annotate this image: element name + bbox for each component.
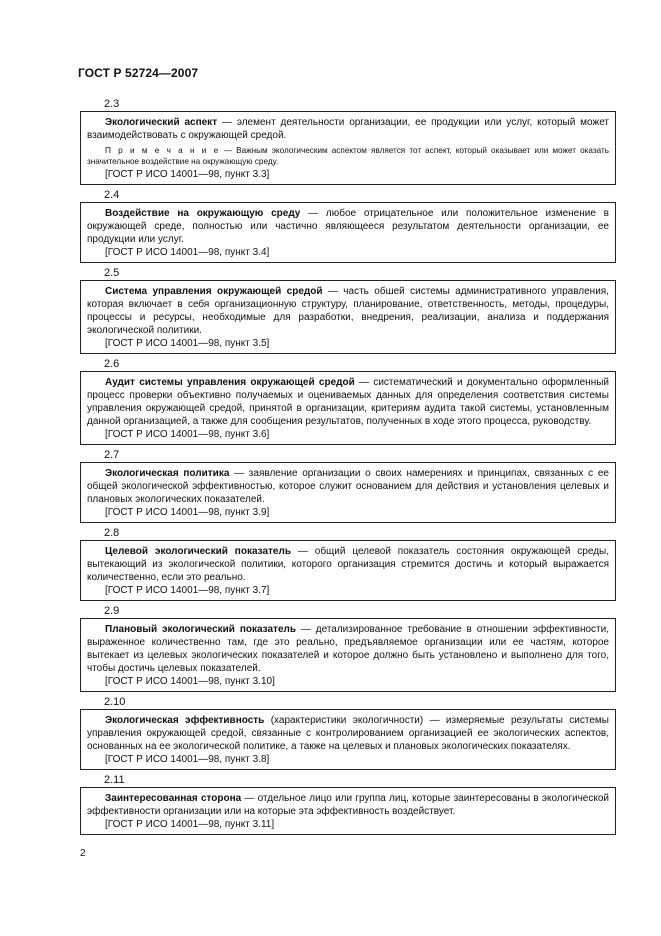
term: Воздействие на окружающую среду [105,208,301,219]
reference: [ГОСТ Р ИСО 14001—98, пункт 3.9] [105,507,270,518]
entry-number: 2.6 [104,358,120,370]
definition-text [87,285,609,337]
definition-box [80,709,616,770]
term: Целевой экологический показатель [105,546,291,557]
entry-2-9 [80,605,616,692]
definition-body: — заявление организации о своих намерениях и принципах, связанных с ее общей экологической эффективностью, которое служит основанием для действия и установления целевых и плановых экологических показателей. [87,468,609,505]
entry-2-10 [80,696,616,770]
definition-body: — систематический и документально оформленный процесс проверки объективно получаемых и оцениваемых данных для определения соответствия системы управления окружающей средой, принятой в организации, критериям аудита такой системы, установленным данной организацией, а также для сообщения результатов, полученных в ходе этого процесса, руководству. [87,377,609,427]
entry-2-5 [80,267,616,354]
note [87,145,609,167]
reference: [ГОСТ Р ИСО 14001—98, пункт 3.3] [105,169,270,180]
entry-number: 2.3 [104,98,120,110]
entry-number: 2.9 [104,605,120,617]
definition-text [87,207,609,246]
definition-text [87,545,609,584]
reference: [ГОСТ Р ИСО 14001—98, пункт 3.7] [105,585,270,596]
term: Экологическая эффективность [105,715,265,726]
entry-2-8 [80,527,616,601]
definition-box [80,787,616,835]
definition-text [87,714,609,753]
definition-box [80,202,616,263]
definition-body: (характеристики экологичности) — измеряемые результаты системы управления окружающей средой, связанные с контролированием организацией ее экологических аспектов, основанных на ее экологической политике, а также на целевых и плановых экологических показателях. [87,715,609,752]
term: Экологический аспект [105,117,218,128]
term: Плановый экологический показатель [105,624,297,635]
definition-body: — отдельное лицо или группа лиц, которые заинтересованы в экологической эффективности организации или на которые эта эффективность воздействует. [87,793,609,817]
entry-2-4 [80,189,616,263]
definition-body: — элемент деятельности организации, ее продукции или услуг, который может взаимодействовать с окружающей средой. [87,117,609,141]
reference: [ГОСТ Р ИСО 14001—98, пункт 3.4] [105,247,270,258]
entry-number: 2.7 [104,449,120,461]
page-number: 2 [80,848,86,859]
entry-2-7 [80,449,616,523]
definition-body: — любое отрицательное или положительное изменение в окружающей среде, полностью или частично являющееся результатом деятельности организации, ее продукции или услуг. [87,208,609,245]
document-header: ГОСТ Р 52724—2007 [78,66,199,80]
entry-number: 2.5 [104,267,120,279]
definition-box [80,540,616,601]
reference: [ГОСТ Р ИСО 14001—98, пункт 3.5] [105,338,270,349]
definition-body: — детализированное требование в отношении эффективности, выраженное количественно там, где это реально, предъявляемое организации или ее частям, которое вытекает из целевых экологических показателей и которое должно быть установлено и выполнено для того, чтобы достичь целевых показателей. [87,624,609,674]
definition-box [80,280,616,354]
definition-body: — общий целевой показатель состояния окружающей среды, вытекающий из экологической политики, которого организация стремится достичь и который выражается количественно, если это реально. [87,546,609,583]
entry-2-6 [80,358,616,445]
definition-box [80,111,616,185]
reference: [ГОСТ Р ИСО 14001—98, пункт 3.10] [105,676,275,687]
definition-box [80,462,616,523]
term: Заинтересованная сторона [105,793,242,804]
definition-text [87,467,609,506]
reference: [ГОСТ Р ИСО 14001—98, пункт 3.8] [105,754,270,765]
entry-number: 2.11 [104,774,125,786]
reference: [ГОСТ Р ИСО 14001—98, пункт 3.6] [105,429,270,440]
note-text: — Важным экологическим аспектом является тот аспект, который оказывает или может оказать значительное воздействие на окружающую среду. [87,146,609,166]
definition-text [87,792,609,818]
definition-text [87,623,609,675]
reference: [ГОСТ Р ИСО 14001—98, пункт 3.11] [105,819,275,830]
entry-2-11 [80,774,616,835]
note-label: П р и м е ч а н и е [105,146,220,155]
definition-box [80,371,616,445]
term: Экологическая политика [105,468,230,479]
definitions-list [80,98,616,839]
definition-body: — часть обшей системы административного управления, которая включает в себя организационную структуру, планирование, ответственность, методы, процедуры, процессы и ресурсы, необходимые для разработки, внедрения, реализации, анализа и поддержания экологической политики. [87,286,609,336]
entry-number: 2.10 [104,696,126,708]
definition-text [87,116,609,142]
entry-number: 2.8 [104,527,120,539]
term: Система управления окружающей средой [105,286,323,297]
term: Аудит системы управления окружающей средой [105,377,355,388]
entry-number: 2.4 [104,189,120,201]
definition-text [87,376,609,428]
entry-2-3 [80,98,616,185]
definition-box [80,618,616,692]
